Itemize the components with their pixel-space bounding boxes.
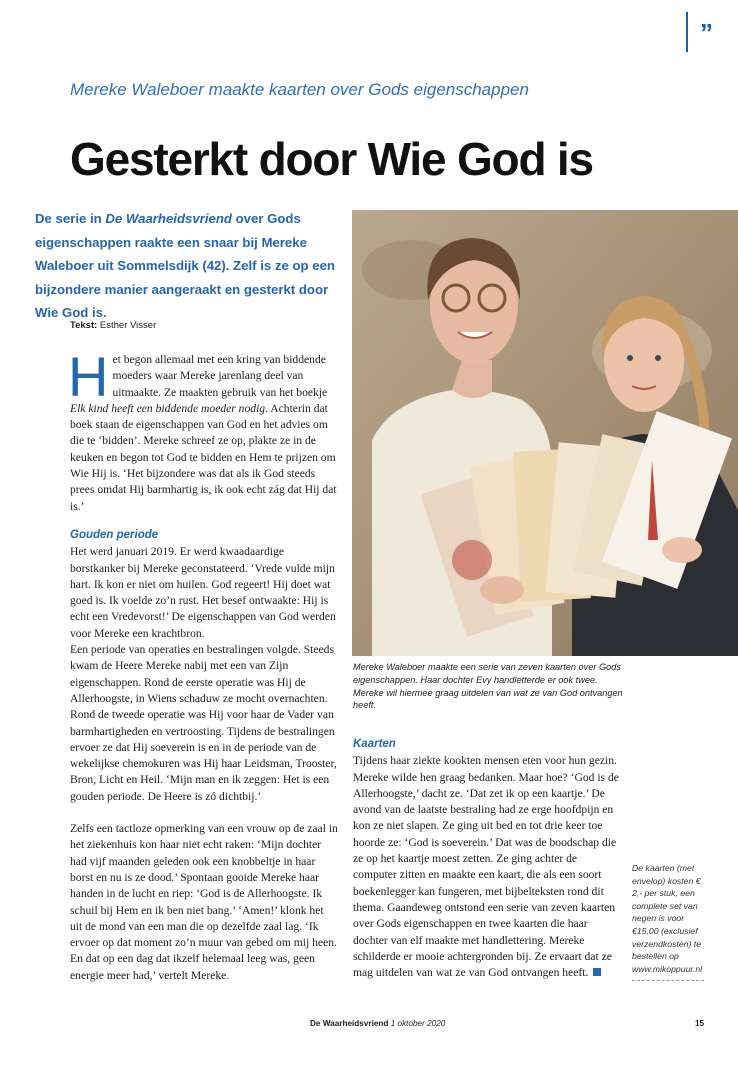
article-title: Gesterkt door Wie God is: [70, 133, 593, 185]
book-title: Elk kind heeft een biddende moeder nodig: [70, 401, 266, 415]
article-lead: [35, 207, 335, 325]
lead-publication: De Waarheidsvriend: [105, 211, 232, 226]
page-number: 15: [695, 1019, 705, 1028]
author-credit: [70, 320, 156, 331]
subheading-kaarten: Kaarten: [353, 738, 396, 750]
sidebar-order-info: De kaarten (met envelop) kosten € 2,- per stuk, een complete set van negen is voor €15,00 (exclusief verzendkosten) te bestellen op www.mikoppuur.nl: [632, 863, 703, 974]
article-photo: [352, 210, 738, 656]
body-column-right: [353, 736, 623, 981]
photo-caption: Mereke Waleboer maakte een serie van zeven kaarten over Gods eigenschappen. Haar dochter Evy handletterde er ook twee. Mereke wil hiermee graag uitdelen van wat ze van God ontvangen heeft.: [353, 662, 623, 711]
article-kicker: Mereke Waleboer maakte kaarten over Gods eigenschappen: [70, 80, 529, 99]
body-paragraph: Het werd januari 2019. Er werd kwaadaardige borstkanker bij Mereke geconstateerd. ‘Vrede vulde mijn hart. Ik kon er niet om huilen. God regeert! Hij doet wat goed is. Ik voelde zo’n rust. Het besef ontwaakte: Hij is echt een Vredevorst!’ De eigenschappen van God werden voor Mereke een krachtbron.: [70, 545, 336, 640]
footer-magazine: De Waarheidsvriend: [310, 1019, 389, 1028]
page-footer: [310, 1019, 445, 1028]
body-paragraph: Een periode van operaties en bestralingen volgde. Steeds kwam de Heere Mereke nabij met een van Zijn eigenschappen. Rond de eerste operatie was Hij de Allerhoogste, in Wiens schaduw ze mocht overnachten. Rond de tweede operatie was Hij voor haar de Vader van barmhartigheden en vertroosting. Tijdens de bestralingen ervoer ze dat Hij soeverein is en in de periode van de wekelijkse chemokuren was Hij haar Leidsman, Trooster, Bron, Licht en Heil. ‘Mijn man en ik zeggen: Het is een gouden periode. De Heere is zó dichtbij.’: [70, 643, 337, 803]
credit-label: Tekst:: [70, 320, 98, 331]
header-rule: [686, 12, 688, 52]
lead-part-1: De serie in: [35, 211, 106, 226]
body-paragraph: Tijdens haar ziekte kookten mensen eten voor hun gezin. Mereke wilde hen graag bedanken. Maar hoe? ‘God is de Allerhoogste,’ dacht ze. ‘Dat zet ik op een kaartje.’ De avond van de laatste bestraling had ze erge hoofdpijn en kon ze niet slapen. Ze ging uit bed en tot drie keer toe hoorde ze: ‘God is soeverein.’ Dat was de boodschap die ze op het kaartje moest zetten. Ze ging achter de computer zitten en maakte een kaart, die als een soort boekenlegger kan fungeren, met bijbelteksten rond dit thema. Gaandeweg ontstond een serie van zeven kaarten over Gods eigenschappen en twee kaarten die haar dochter van elf maakte met handlettering. Mereke schilderde er mooie achtergronden bij. Ze ervaart dat ze mag uitdelen van wat ze van God ontvangen heeft.: [353, 754, 619, 980]
end-mark-icon: [593, 968, 601, 976]
lead-part-2: over Gods eigenschappen raakte een snaar bij Mereke Waleboer uit Sommelsdijk (42). Zelf is ze op een bijzondere manier aangeraakt en gesterkt door Wie God is.: [35, 211, 335, 320]
photo-illustration: [352, 210, 738, 656]
body-column-left: [68, 345, 338, 984]
quote-mark-icon: ”: [700, 18, 713, 48]
subheading-gouden-periode: Gouden periode: [70, 528, 159, 541]
drop-cap: H: [68, 345, 109, 408]
body-paragraph: Het begon allemaal met een kring van biddende moeders waar Mereke jarenlang deel van uitmaakte. Ze maakten gebruik van het boekje Elk kind heeft een biddende moeder nodig. Achterin dat boek staan de eigenschappen van God en het advies om die te ‘bidden’. Mereke schreef ze op, plakte ze in de keuken en begon tot God te bidden en Hem te prijzen om Wie Hij is. ‘Het bijzondere was dat als ik God steeds prees omdat Hij barmhartig is, ik ook echt zág dat Hij dat is.’: [68, 345, 337, 513]
credit-author: Esther Visser: [99, 320, 157, 331]
footer-date: 1 oktober 2020: [390, 1019, 446, 1028]
body-paragraph: Zelfs een tactloze opmerking van een vrouw op de zaal in het ziekenhuis kon haar niet echt raken: ‘Mijn dochter had vijf maanden geleden ook een knobbeltje in haar borst en nu is ze dood.’ Spontaan gooide Mereke haar handen in de lucht en riep: ‘God is de Allerhoogste. Ik schuil bij Hem en ik ben niet bang.’ ‘Amen!’ klonk het uit de mond van een man die op dezelfde zaal lag. ‘Ik ervoer op dat moment zo’n muur van gebed om mij heen. En dat op een dag dat ikzelf helemaal leeg was, geen energie meer had,’ vertelt Mereke.: [70, 822, 338, 982]
sidebar-divider: [632, 980, 704, 981]
